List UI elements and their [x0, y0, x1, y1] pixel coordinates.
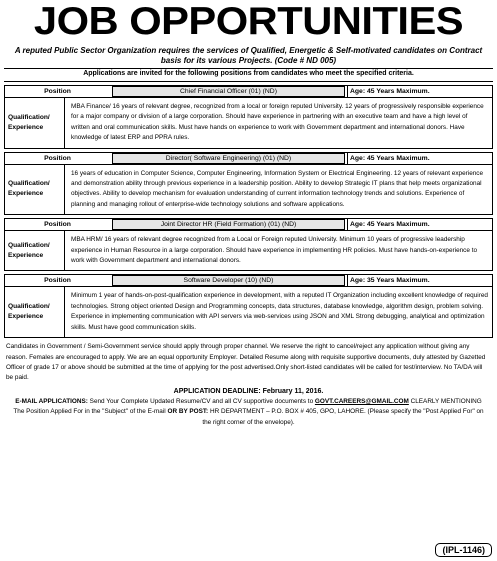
position-label: Position: [44, 221, 71, 229]
qualification-text: MBA Finance/ 16 years of relevant degree, recognized from a local or foreign reputed University. 12 years of progressively responsible experience for a major company or division of a large corporation. Should have experience in partnering with an executive team and have a high level of written and oral communication skills. Must have hands on experience to work with Government department and international donors. Have knowledge of latest ERP and PPRA rules.: [71, 103, 484, 142]
invitation-text: Applications are invited for the following positions from candidates who meet the specified criteria.: [4, 68, 493, 82]
position-block: [4, 274, 493, 338]
position-row: [5, 86, 492, 98]
email-label: E-MAIL APPLICATIONS:: [15, 397, 88, 405]
position-row: [5, 275, 492, 287]
position-row: [5, 219, 492, 231]
position-block: [4, 218, 493, 271]
qualification-label: Qualification/ Experience: [5, 231, 65, 270]
age-limit: Age: 45 Years Maximum.: [347, 86, 492, 97]
age-limit: Age: 35 Years Maximum.: [347, 275, 492, 286]
position-title: Chief Financial Officer (01) (ND): [112, 86, 345, 97]
qualification-label: Qualification/ Experience: [5, 287, 65, 337]
position-block: [4, 85, 493, 149]
ipl-code: (IPL-1146): [435, 543, 492, 557]
qualification-row: [5, 98, 492, 148]
position-label: Position: [44, 277, 71, 285]
positions-list: [4, 85, 493, 338]
qualification-text: 16 years of education in Computer Science, Computer Engineering, Information System or Electrical Engineering. 12 years of relevant experience and demonstration ability through previous experience in a leadership position. Ability to develop Strategic IT plans that help meets organizational objectives. Ability to develop mechanism for evaluation understanding of current information technology trends and solutions. Experience of planning and managing rollout of enterprise-wide technology solutions and software applications.: [71, 169, 484, 208]
intro-text: A reputed Public Sector Organization requires the services of Qualified, Energetic & Self-motivated candidates on Contract basis for its various Projects. (Code # ND 005): [14, 46, 483, 65]
position-label: Position: [44, 154, 71, 162]
position-block: [4, 152, 493, 216]
position-label: Position: [44, 88, 71, 95]
qualification-text: MBA HRM/ 16 years of relevant degree recognized from a Local or Foreign reputed University. Minimum 10 years of progressive leadership experience in Human Resource in a large corporation. Should have experience in implementing HR policies. Must have hands-on-experience to work with Government department and international donors.: [71, 236, 478, 265]
email-text-2: CLEARLY MENTIONING The Position Applied For in the "Subject" of the E-mail: [13, 397, 482, 416]
qualification-row: [5, 231, 492, 270]
position-row: [5, 153, 492, 165]
post-text: HR DEPARTMENT – P.O. BOX # 405, GPO, LAHORE. (Please specify the "Post Applied For" on the right corner of the envelope).: [202, 408, 484, 426]
application-instructions: [4, 397, 493, 428]
notes-text: Candidates in Government / Semi-Government service should apply through proper channel. We reserve the right to cancel/reject any application without giving any reason. Females are encouraged to apply. We are an equal opportunity Employer. Detailed Resume along with requisite supportive documents, duly attested by Gazetted Officer of grade 17 or above should be submitted at the time of applying for the post advertised.Only short-listed candidates will be called for test/interview. No TA/DA will be paid.: [6, 343, 486, 382]
qualification-row: [5, 287, 492, 337]
position-title: Director( Software Engineering) (01) (ND): [112, 153, 345, 164]
qualification-label: Qualification/ Experience: [5, 165, 65, 215]
qualification-row: [5, 165, 492, 215]
deadline-text: APPLICATION DEADLINE: February 11, 2016.: [173, 387, 324, 395]
age-limit: Age: 45 Years Maximum.: [347, 153, 492, 164]
headline: JOB OPPORTUNITIES: [33, 0, 464, 43]
qualification-label: Qualification/ Experience: [5, 98, 65, 148]
position-title: Software Developer (10) (ND): [112, 275, 345, 286]
post-label: OR BY POST:: [167, 408, 209, 416]
email-address[interactable]: GOVT.CAREERS@GMAIL.COM: [314, 397, 409, 405]
qualification-text: Minimum 1 year of hands-on-post-qualification experience in development, with a reputed IT Organization including excellent knowledge of required technologies. Strong object oriented Design and Programming concepts, data structures, database knowledge, algorithm design, problem solving. Experience in implementing communication with API servers via web-services using JSON and XML Strong debugging, analytical and optimization skills. Must have good communication skills.: [71, 292, 488, 331]
email-text-1: Send Your Complete Updated Resume/CV and all CV supportive documents to: [87, 397, 315, 405]
position-title: Joint Director HR (Field Formation) (01) (ND): [112, 219, 345, 230]
age-limit: Age: 45 Years Maximum.: [347, 219, 492, 230]
